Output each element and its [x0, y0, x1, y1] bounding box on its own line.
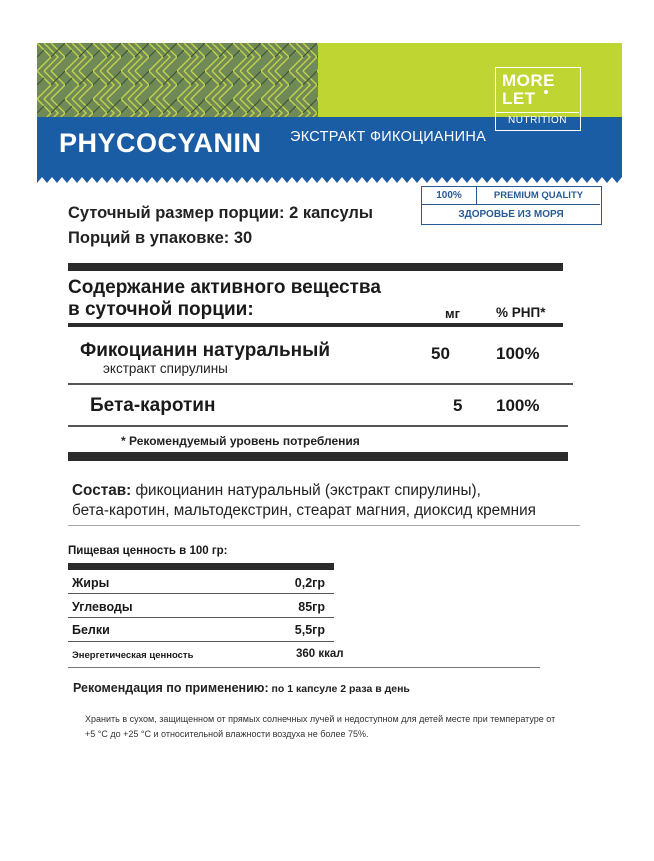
- servings-per-pack: Порций в упаковке: 30: [68, 229, 253, 247]
- composition-label: Состав:: [72, 482, 132, 499]
- nutrition-value: 5,5гр: [294, 623, 325, 637]
- logo-dot-icon: [544, 90, 548, 94]
- divider-recommendation: [68, 667, 540, 668]
- active-row-name: Бета-каротин: [90, 395, 216, 416]
- active-heading-line1: Содержание активного вещества: [68, 277, 381, 298]
- nutrition-divider: [68, 617, 334, 618]
- serving-size: Суточный размер порции: 2 капсулы: [68, 204, 373, 222]
- energy-value: 360 ккал: [296, 648, 344, 660]
- nutrition-label: Белки: [72, 623, 110, 637]
- nutrition-value: 0,2гр: [294, 576, 325, 590]
- column-mg: мг: [445, 306, 461, 321]
- column-rnp: % РНП*: [496, 305, 546, 320]
- zigzag-edge: [37, 175, 622, 183]
- composition-line1: [72, 482, 481, 500]
- storage-line2: +5 °С до +25 °С и относительной влажности воздуха не более 75%.: [85, 729, 369, 739]
- quality-row-top: [422, 187, 600, 205]
- nutrition-divider: [68, 593, 334, 594]
- nutrition-heading: Пищевая ценность в 100 гр:: [68, 545, 228, 557]
- storage-line1: Хранить в сухом, защищенном от прямых солнечных лучей и недоступном для детей месте при температуре от: [85, 714, 556, 724]
- logo-line1: MORE: [502, 71, 555, 90]
- recommendation: [73, 681, 410, 695]
- nutrition-value: 85гр: [298, 600, 325, 614]
- divider-composition: [68, 525, 580, 526]
- product-subtitle: ЭКСТРАКТ ФИКОЦИАНИНА: [290, 129, 487, 145]
- composition-text1: фикоцианин натуральный (экстракт спирулины),: [131, 482, 481, 499]
- active-row-mg: 5: [453, 396, 463, 415]
- active-row-name: Фикоцианин натуральный: [80, 340, 331, 361]
- quality-premium: PREMIUM QUALITY: [493, 190, 584, 201]
- quality-health: ЗДОРОВЬЕ ИЗ МОРЯ: [458, 209, 564, 220]
- divider-top: [68, 263, 563, 271]
- divider-header: [68, 323, 563, 327]
- nutrition-label: Жиры: [72, 576, 110, 590]
- nutrition-label: Углеводы: [72, 600, 133, 614]
- active-heading-line2: в суточной порции:: [68, 299, 254, 320]
- quality-percent: 100%: [422, 187, 477, 204]
- energy-label: Энергетическая ценность: [72, 650, 194, 661]
- quality-badge: [421, 186, 602, 225]
- active-row-rnp: 100%: [496, 396, 540, 415]
- label-header: [37, 43, 622, 183]
- brand-logo: [495, 67, 581, 131]
- divider-row: [68, 425, 568, 427]
- nutrition-divider: [68, 641, 334, 642]
- product-title: PHYCOCYANIN: [59, 128, 262, 158]
- composition-line2: бета-каротин, мальтодекстрин, стеарат магния, диоксид кремния: [72, 502, 536, 519]
- footnote: * Рекомендуемый уровень потребления: [121, 434, 360, 448]
- recommendation-label: Рекомендация по применению:: [73, 681, 269, 695]
- logo-nutrition: NUTRITION: [496, 112, 579, 129]
- active-row-mg: 50: [431, 344, 450, 363]
- divider-row: [68, 383, 573, 385]
- geometric-pattern: [37, 43, 318, 117]
- active-row-sub: экстракт спирулины: [103, 361, 228, 376]
- active-row-rnp: 100%: [496, 344, 540, 363]
- nutrition-bar: [68, 563, 334, 570]
- recommendation-text: по 1 капсуле 2 раза в день: [268, 683, 410, 695]
- logo-line2: LET: [502, 89, 536, 108]
- divider-bottom: [68, 452, 568, 461]
